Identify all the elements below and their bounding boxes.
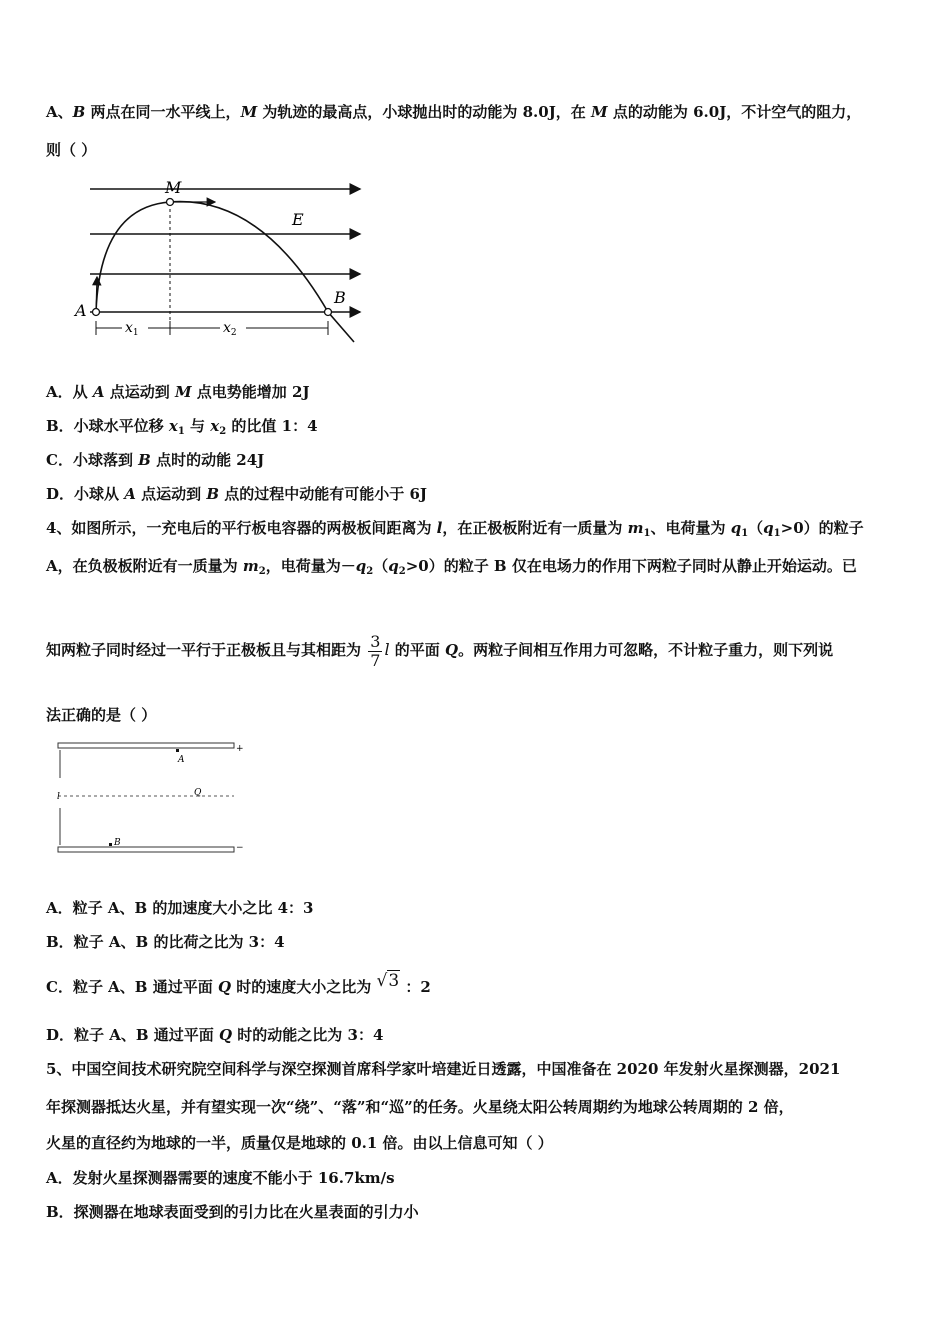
q3-option-d: D．小球从 A 点运动到 B 点的过程中动能有可能小于 6J [46, 485, 427, 503]
q3-option-c: C．小球落到 B 点时的动能 24J [46, 451, 265, 469]
label-particle-b: B [114, 838, 121, 848]
fraction-3-7: $\frac{3}{7}$ [370, 631, 381, 670]
q5-line1: 5、中国空间技术研究院空间科学与深空探测首席科学家叶培建近日透露，中国准备在 2020 年发射火星探测器，2021 [46, 1060, 841, 1078]
q3-option-a: A．从 A 点运动到 M 点电势能增加 2J [46, 383, 310, 401]
particle-a [176, 749, 179, 752]
q3-option-b: B．小球水平位移 $x_1$ 与 $x_2$ 的比值 1：4 [46, 417, 318, 437]
q3-trajectory-figure [70, 175, 370, 350]
q3-stem-line2: 则（ ） [46, 141, 97, 159]
label-x2: $x_2$ [223, 320, 237, 338]
positive-plate [58, 743, 234, 748]
point-b [325, 309, 332, 316]
label-q: Q [194, 788, 202, 798]
point-a [93, 309, 100, 316]
label-particle-a: A [178, 755, 185, 765]
q5-option-a: A．发射火星探测器需要的速度不能小于 16.7km/s [46, 1169, 395, 1187]
negative-plate [58, 847, 234, 852]
q4-option-c: C．粒子 A、B 通过平面 Q 时的速度大小之比为 √3 ：2 [46, 971, 431, 996]
q4-line4: 法正确的是（ ） [46, 706, 157, 724]
label-e: E [292, 210, 304, 229]
label-m: M [165, 178, 182, 197]
label-plus: + [236, 744, 244, 754]
point-m [167, 199, 174, 206]
q4-option-a: A．粒子 A、B 的加速度大小之比 4：3 [46, 899, 314, 917]
q4-option-d: D．粒子 A、B 通过平面 Q 时的动能之比为 3：4 [46, 1026, 384, 1044]
label-l: l [57, 792, 60, 802]
q4-line3: 知两粒子同时经过一平行于正极板且与其相距为 $\frac{3}{7}$ l 的平面 Q。两粒子间相互作用力可忽略，不计粒子重力，则下列说 [46, 631, 834, 670]
label-x1: $x_1$ [125, 320, 139, 338]
label-b: B [334, 288, 346, 307]
q4-line1: 4、如图所示，一充电后的平行板电容器的两极板间距离为 l，在正极板附近有一质量为 $m_1$、电荷量为 $q_1(q_1>0)$的粒子 [46, 519, 864, 539]
q4-option-b: B．粒子 A、B 的比荷之比为 3：4 [46, 933, 285, 951]
q4-capacitor-figure [50, 738, 250, 860]
q5-line3: 火星的直径约为地球的一半，质量仅是地球的 0.1 倍。由以上信息可知（ ） [46, 1134, 553, 1152]
q5-option-b: B．探测器在地球表面受到的引力比在火星表面的引力小 [46, 1203, 419, 1221]
q3-stem-line1: A、B 两点在同一水平线上，M 为轨迹的最高点，小球抛出时的动能为 8.0J，在 M 点的动能为 6.0J，不计空气的阻力， [46, 103, 862, 121]
label-a: A [75, 301, 87, 320]
sqrt-3: √3 [376, 971, 400, 991]
label-minus: − [236, 843, 244, 853]
q5-line2: 年探测器抵达火星，并有望实现一次“绕”、“落”和“巡”的任务。火星绕太阳公转周期约为地球公转周期的 2 倍， [46, 1098, 794, 1116]
particle-b [109, 843, 112, 846]
q4-line2: A，在负极板附近有一质量为 $m_2$，电荷量为$-q_2(q_2>0)$的粒子 B 仅在电场力的作用下两粒子同时从静止开始运动。已 [46, 557, 857, 577]
